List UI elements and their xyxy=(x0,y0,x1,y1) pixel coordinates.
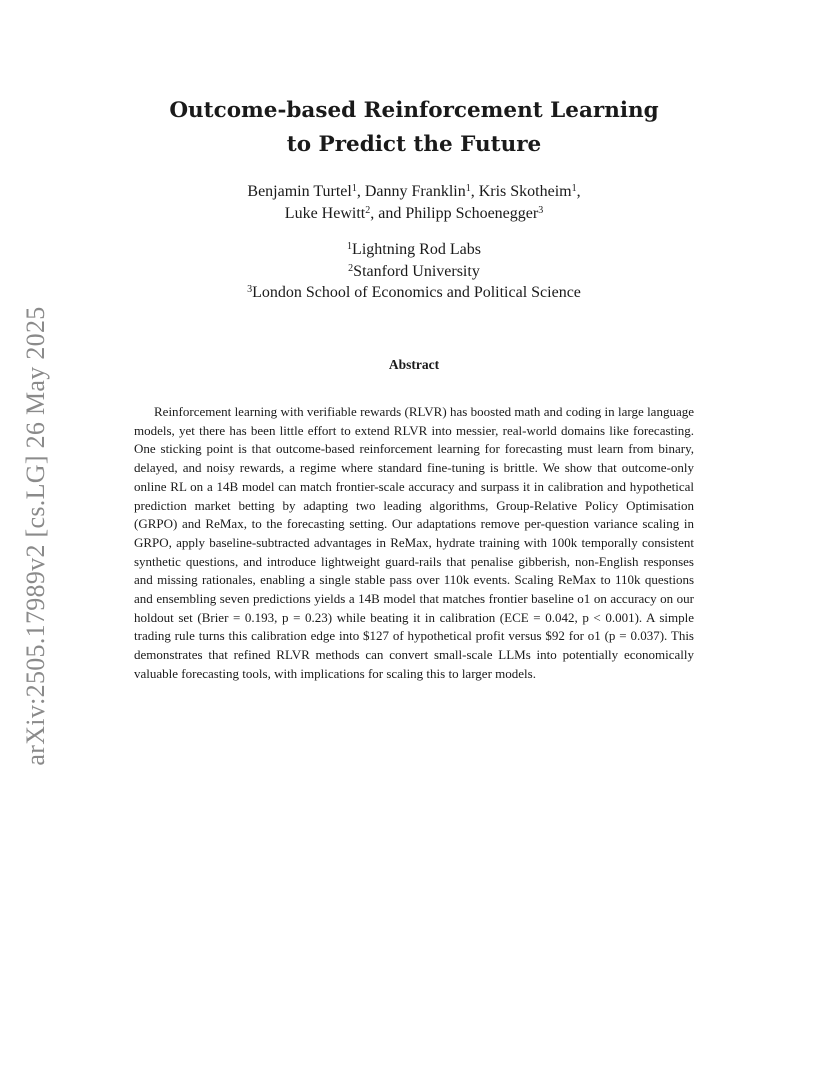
author-name: Benjamin Turtel xyxy=(247,183,352,200)
author-line-1 xyxy=(0,181,828,203)
affiliation-item xyxy=(0,282,828,304)
author-affiliation-mark: 1 xyxy=(351,183,357,194)
affiliation-item xyxy=(0,239,828,261)
author-separator: , xyxy=(470,183,479,200)
author-affiliation-mark: 3 xyxy=(538,205,544,216)
paper-title-line-1: Outcome-based Reinforcement Learning xyxy=(169,98,659,123)
paper-title-line-2: to Predict the Future xyxy=(286,132,542,157)
author-affiliation-mark: 1 xyxy=(465,183,471,194)
author-name: Luke Hewitt xyxy=(284,205,366,222)
author-line-2 xyxy=(0,203,828,225)
affiliation-item xyxy=(0,261,828,283)
author-separator: , xyxy=(356,183,365,200)
author-affiliation-mark: 2 xyxy=(365,205,371,216)
abstract-body: Reinforcement learning with verifiable rewards (RLVR) has boosted math and coding in large language models, yet there has been little effort to extend RLVR into messier, real-world domains like forecasting. One sticking point is that outcome-based reinforcement learning for forecasting must learn from binary, delayed, and noisy rewards, a regime where standard fine-tuning is brittle. We show that outcome-only online RL on a 14B model can match frontier-scale accuracy and surpass it in calibration and hypothetical prediction market betting by adapting two leading algorithms, Group-Relative Policy Optimisation (GRPO) and ReMax, to the forecasting setting. Our adaptations remove per-question variance scaling in GRPO, apply baseline-subtracted advantages in ReMax, hydrate training with 100k temporally consistent synthetic questions, and introduce lightweight guard-rails that penalise gibberish, non-English responses and missing rationales, enabling a single stable pass over 110k events. Scaling ReMax to 110k questions and ensembling seven predictions yields a 14B model that matches frontier baseline o1 on accuracy on our holdout set (Brier = 0.193, p = 0.23) while beating it in calibration (ECE = 0.042, p < 0.001). A simple trading rule turns this calibration edge into $127 of hypothetical profit versus $92 for o1 (p = 0.037). This demonstrates that refined RLVR methods can convert small-scale LLMs into potentially economically valuable forecasting tools, with implications for scaling this to larger models. xyxy=(134,404,694,681)
author-name: Philipp Schoenegger xyxy=(405,205,539,222)
paper-title xyxy=(0,94,828,162)
arxiv-identifier-stamp: arXiv:2505.17989v2 [cs.LG] 26 May 2025 xyxy=(21,306,50,766)
author-name: Danny Franklin xyxy=(364,183,466,200)
author-separator: , and xyxy=(370,205,406,222)
affiliation-name: Stanford University xyxy=(353,262,480,280)
author-affiliation-mark: 1 xyxy=(571,183,577,194)
affiliation-number: 3 xyxy=(247,284,253,295)
affiliation-list xyxy=(0,239,828,304)
abstract-heading: Abstract xyxy=(388,357,440,372)
author-name: Kris Skotheim xyxy=(478,183,572,200)
affiliation-name: London School of Economics and Political Science xyxy=(252,284,581,301)
affiliation-name: Lightning Rod Labs xyxy=(352,241,481,258)
author-separator: , xyxy=(576,183,581,200)
affiliation-number: 1 xyxy=(347,241,353,252)
affiliation-number: 2 xyxy=(348,262,354,274)
author-list xyxy=(0,181,828,225)
